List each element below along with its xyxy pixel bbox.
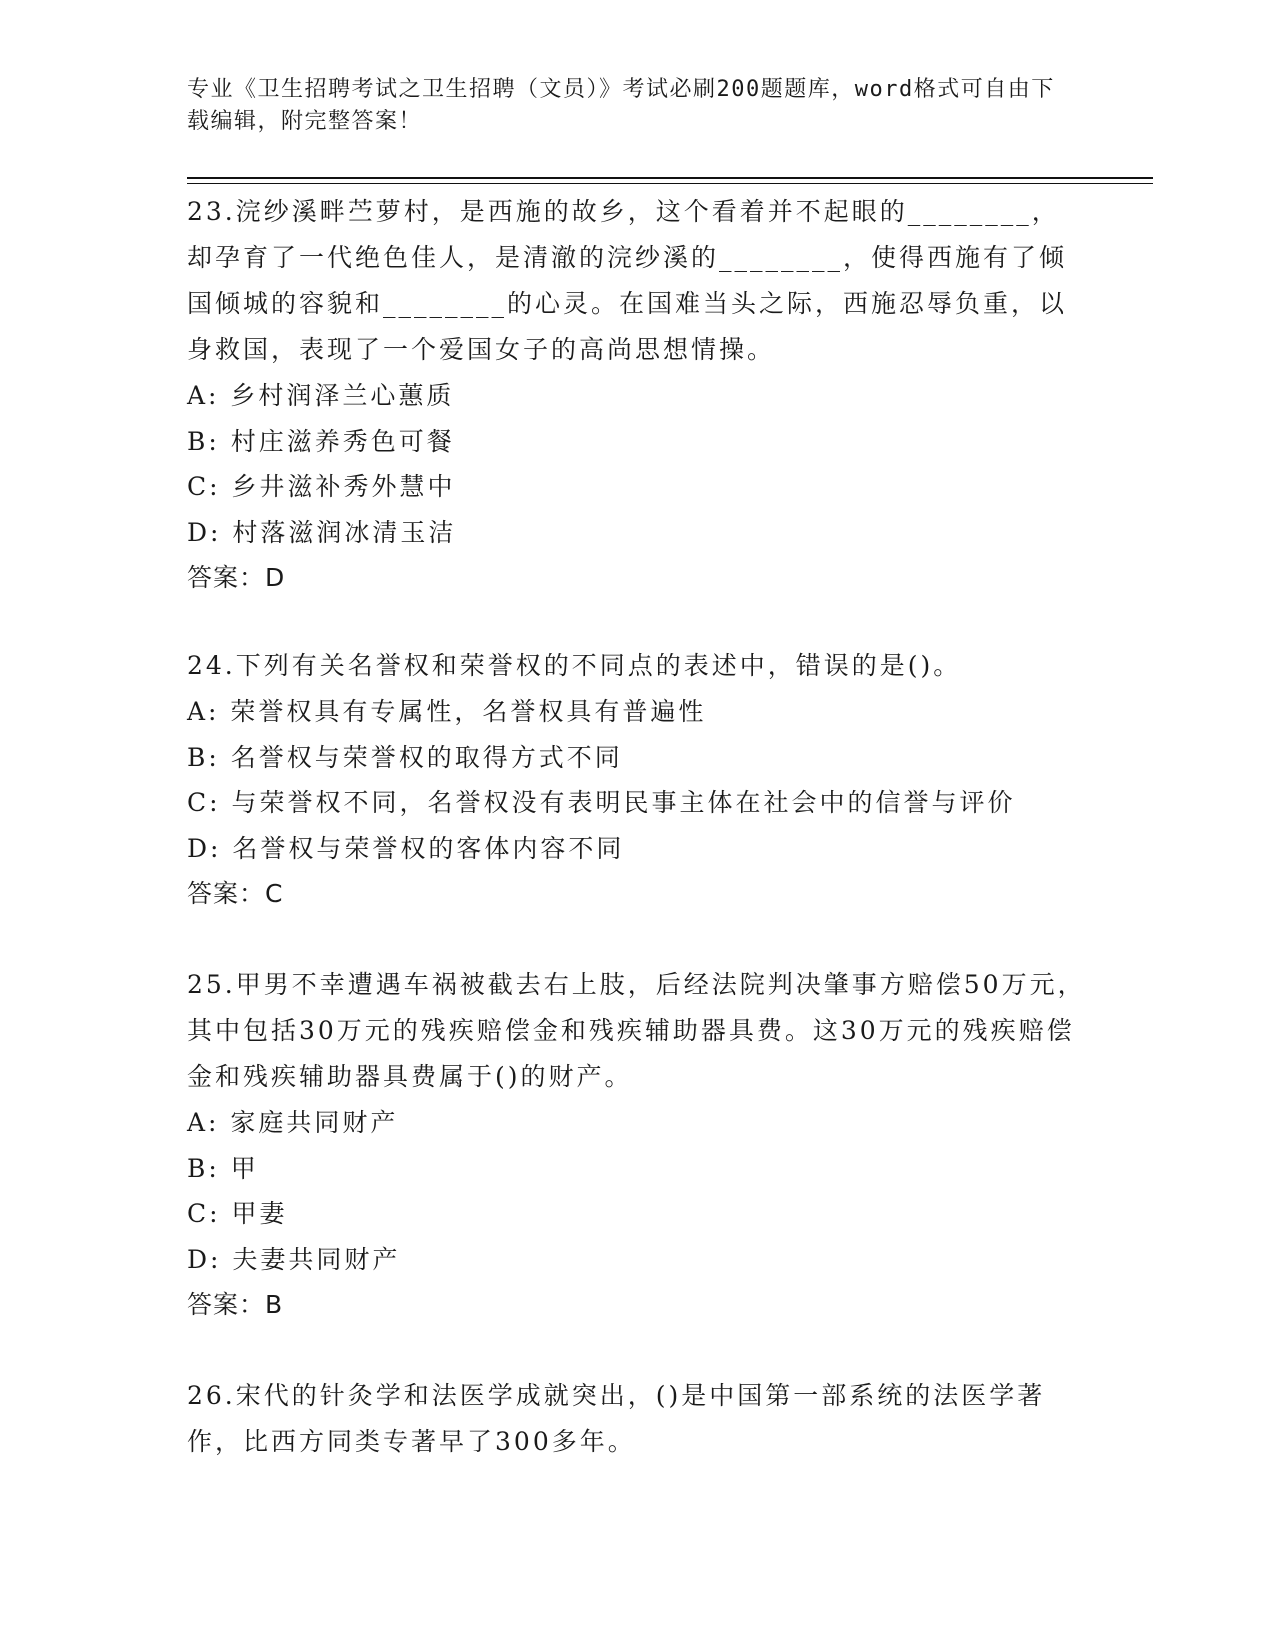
header-title: 专业《卫生招聘考试之卫生招聘（文员）》考试必刷200题题库，word格式可自由下载编辑，附完整答案！ xyxy=(187,77,1055,134)
question-25 xyxy=(187,962,1087,1328)
option-a: A: 荣誉权具有专属性，名誉权具有普遍性 xyxy=(187,697,707,726)
question-stem: 25.甲男不幸遭遇车祸被截去右上肢，后经法院判决肇事方赔偿50万元，其中包括30万元的残疾赔偿金和残疾辅助器具费。这30万元的残疾赔偿金和残疾辅助器具费属于()的财产。 xyxy=(187,970,1086,1091)
header-divider-thick xyxy=(187,177,1153,179)
option-d: D: 名誉权与荣誉权的客体内容不同 xyxy=(187,833,625,863)
option-c: C: 乡井滋补秀外慧中 xyxy=(187,472,456,501)
question-stem: 23.浣纱溪畔苎萝村，是西施的故乡，这个看着并不起眼的________，却孕育了一代绝色佳人，是清澈的浣纱溪的________，使得西施有了倾国倾城的容貌和________的心灵。在国难当头之际，西施忍辱负重，以身救国，表现了一个爱国女子的高尚思想情操。 xyxy=(187,197,1068,364)
option-a: A: 乡村润泽兰心蕙质 xyxy=(187,381,455,410)
answer-text: 答案：B xyxy=(187,1290,284,1319)
option-c: C: 与荣誉权不同，名誉权没有表明民事主体在社会中的信誉与评价 xyxy=(187,788,1016,817)
option-b: B: 甲 xyxy=(187,1153,259,1183)
header-divider-thin xyxy=(187,183,1153,184)
question-23 xyxy=(187,189,1087,601)
answer-text: 答案：D xyxy=(187,563,286,592)
option-d: D: 夫妻共同财产 xyxy=(187,1244,401,1274)
question-stem: 26.宋代的针灸学和法医学成就突出，()是中国第一部系统的法医学著作，比西方同类专著早了300多年。 xyxy=(187,1381,1046,1456)
option-b: B: 村庄滋养秀色可餐 xyxy=(187,426,455,456)
question-stem: 24.下列有关名誉权和荣誉权的不同点的表述中，错误的是()。 xyxy=(187,651,962,680)
answer-text: 答案：C xyxy=(187,879,284,908)
option-d: D: 村落滋润冰清玉洁 xyxy=(187,517,457,547)
option-c: C: 甲妻 xyxy=(187,1199,288,1228)
question-26 xyxy=(187,1373,1087,1465)
option-a: A: 家庭共同财产 xyxy=(187,1108,399,1137)
question-24 xyxy=(187,643,1087,917)
document-header xyxy=(187,74,1067,138)
option-b: B: 名誉权与荣誉权的取得方式不同 xyxy=(187,742,623,772)
